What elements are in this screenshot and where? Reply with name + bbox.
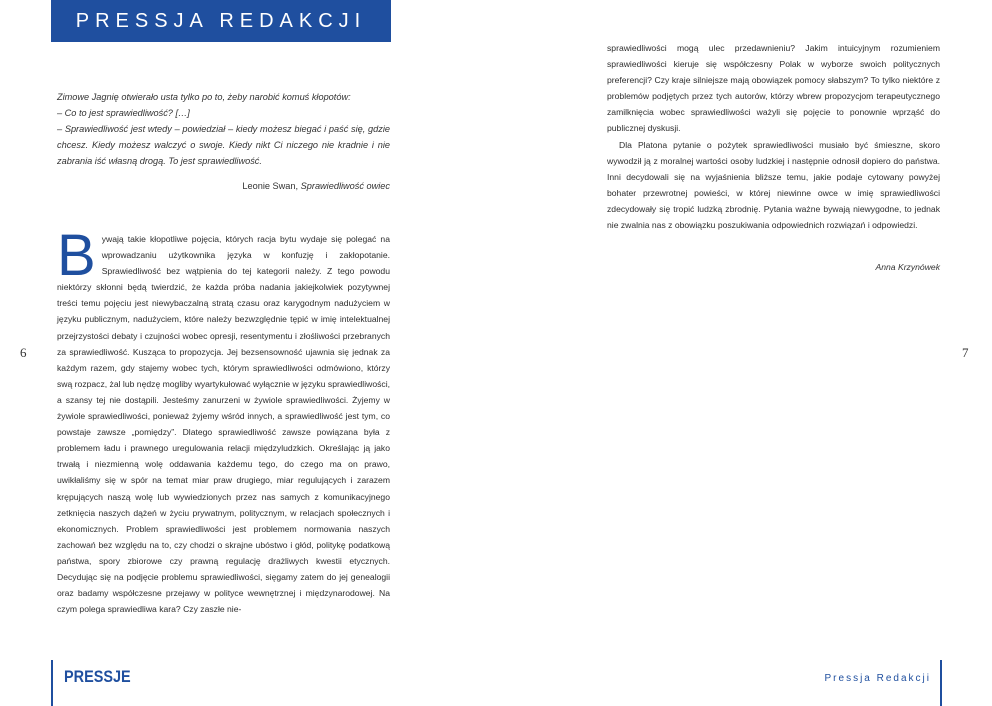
author-signature: Anna Krzynówek (875, 262, 940, 272)
epigraph-attribution (57, 181, 390, 191)
article-body-left (57, 223, 390, 617)
footer-rule-left (51, 660, 53, 706)
epigraph-author: Leonie Swan, (242, 181, 301, 191)
pressje-logo: PRESSJE (64, 667, 131, 686)
footer-rule-right (940, 660, 942, 706)
article-text-left: ywają takie kłopotliwe pojęcia, których racja bytu wydaje się polegać na wprowadzaniu użytkownika języka w konfuzję i zakłopotanie. Sprawiedliwość bez wątpienia do tej kategorii należy. Z tego powodu niektórzy skłonni będą twierdzić, że każda próba nadania jakiejkolwiek pozytywnej treści temu pojęciu jest niewybaczalną stratą czasu oraz karygodnym nadużyciem w języku publicznym, nadużyciem, które należy bezwzględnie tępić w imię intelektualnej przejrzystości debaty i czujności wobec opresji, resentymentu i złośliwości przebranych za sprawiedliwość. Kusząca to propozycja. Jej bezsensowność ujawnia się jednak za każdym razem, gdy stajemy wobec tych, którym sprawiedliwości odmówiono, którzy swą rozpacz, żal lub nędzę mogliby wyartykułować wyłącznie w języku sprawiedliwości, a szansy tej nie dostąpili. Jesteśmy zanurzeni w żywiole sprawiedliwości. Żyjemy w żywiole sprawiedliwości, ponieważ żyjemy wśród innych, a sprawiedliwość jest tym, co powstaje zawsze „pomiędzy”. Dlatego sprawiedliwość zawsze powiązana była z problemem ładu i prawnego uregulowania relacji międzyludzkich. Określając ją jako trwałą i niezmienną wolę oddawania każdemu tego, do czego ma on prawo, uwikłaliśmy się w spór na temat miar praw drugiego, miar regulujących i zarazem krępujących naszą wolę lub wywiedzionych przez nas samych z komunikacyjnego zetknięcia naszych dążeń w życiu prywatnym, politycznym, w relacjach społecznych i ekonomicznych. Problem sprawiedliwości jest problemem normowania naszych zachowań bez względu na to, czy chodzi o skrajne ubóstwo i głód, politykę podatkową państwa, spory zbiorowe czy prawną regulację drażliwych kwestii etycznych. Decydując się na podjęcie problemu sprawiedliwości, sięgamy zatem do jej genealogii oraz badamy współczesne przejawy w polityce wewnętrznej i międzynarodowej. Na czym polega sprawiedliwa kara? Czy zaszłe nie- (57, 234, 390, 615)
article-body-right (607, 40, 940, 233)
epigraph-line: Zimowe Jagnię otwierało usta tylko po to, żeby narobić komuś kłopotów: (57, 92, 351, 102)
epigraph (57, 89, 390, 169)
footer-section-title: Pressja Redakcji (824, 673, 931, 684)
page-number-left: 6 (20, 345, 27, 360)
epigraph-line: – Co to jest sprawiedliwość? […] (57, 108, 190, 118)
article-paragraph: sprawiedliwości mogą ulec przedawnieniu? Jakim intuicyjnym rozumieniem sprawiedliwości kieruje się współczesny Polak w wyborze swoich politycznych preferencji? Czy kraje silniejsze mają obowiązek pomocy słabszym? To tylko niektóre z problemów podjętych przez tych autorów, którzy wbrew propozycjom terapeutycznego zamilknięcia wobec sprawiedliwości ważyli się pojęcie to ponownie wprząść do publicznej dyskusji. (607, 43, 940, 134)
article-paragraph: Dla Platona pytanie o pożytek sprawiedliwości musiało być śmieszne, skoro wywodził ją z moralnej wartości osoby ludzkiej i następnie odnosił dopiero do państwa. Inni decydowali się na wyjaśnienia bliższe temu, jakie podaje cytowany powyżej bohater przewrotnej powieści, w której niewinne owce w imię sprawiedliwości zdecydowały się tropić ludzką zbrodnię. Pytania ważne bywają niewygodne, to jednak nie zwalnia nas z obowiązku poszukiwania odpowiednich rozwiązań i odpowiedzi. (607, 139, 940, 231)
epigraph-line: – Sprawiedliwość jest wtedy – powiedział – kiedy możesz biegać i paść się, gdzie chcesz. Kiedy możesz walczyć o swoje. Kiedy nikt Ci niczego nie kradnie i nie zabrania iść własną drogą. To jest sprawiedliwość. (57, 124, 390, 166)
drop-cap: B (57, 223, 96, 288)
page-number-right: 7 (962, 345, 969, 360)
epigraph-source: Sprawiedliwość owiec (300, 181, 390, 191)
section-title: PRESSJA REDAKCJI (75, 9, 367, 32)
section-header-bar (51, 0, 391, 42)
